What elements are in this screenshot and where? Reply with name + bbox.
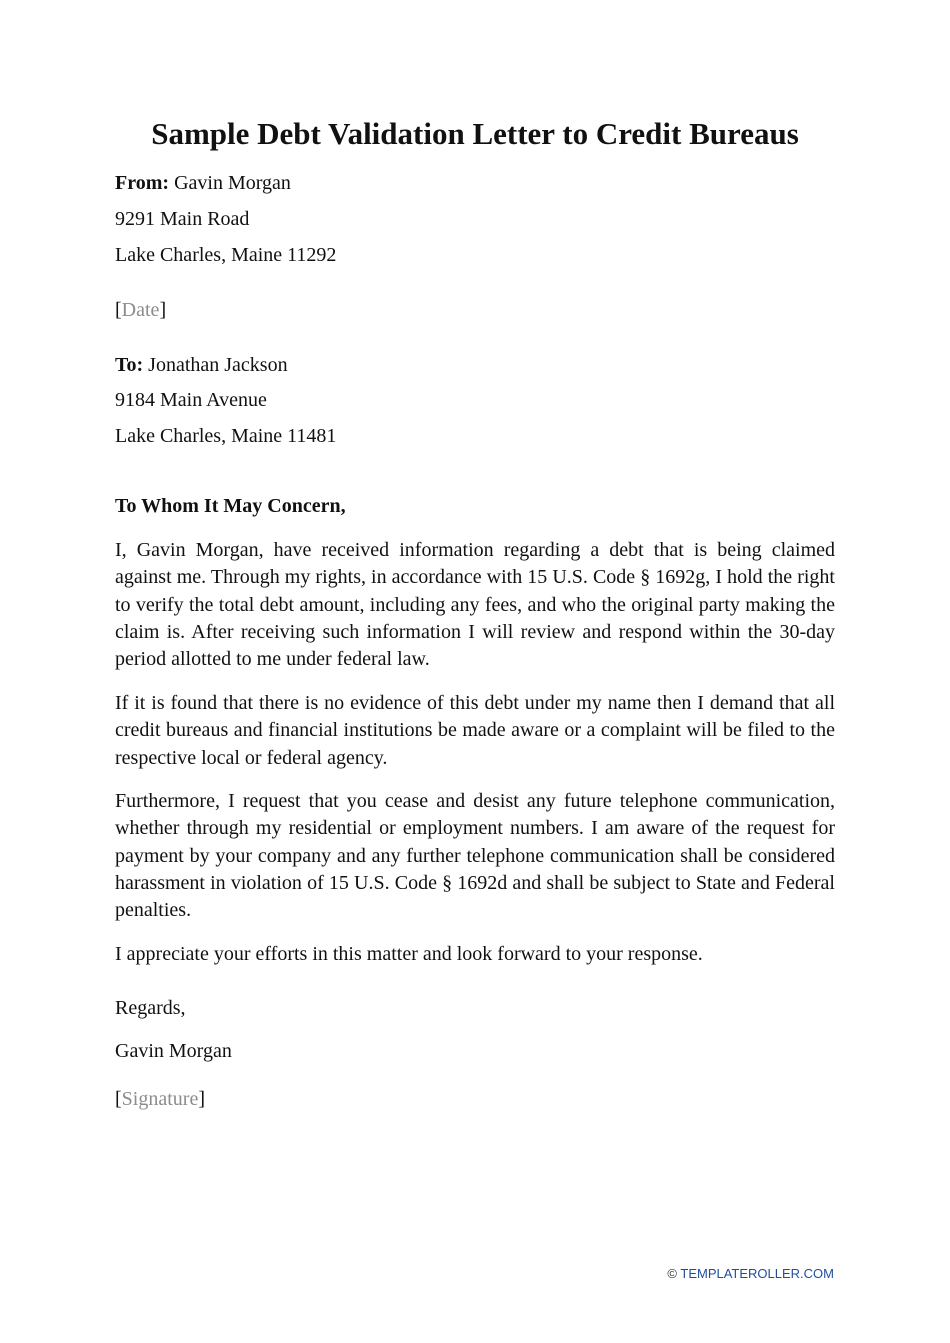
sender-address-line2: Lake Charles, Maine 11292 [115,244,337,266]
body-paragraph-1: I, Gavin Morgan, have received information regarding a debt that is being claimed against me. Through my rights, in accordance with 15 U.S. Code § 1692g, I hold the right to verify the total debt amount, including any fees, and who the original party making the claim is. After receiving such information I will review and respond within the 30-day period allotted to me under federal law. [115,539,835,671]
closing-name: Gavin Morgan [115,1040,232,1062]
recipient-label: To: [115,354,144,376]
salutation: To Whom It May Concern, [115,495,346,517]
date-placeholder: Date [121,299,160,321]
sender-address-line1: 9291 Main Road [115,208,250,230]
sender-name: Gavin Morgan [174,172,291,194]
recipient-address-line1: 9184 Main Avenue [115,389,267,411]
copyright-symbol: © [667,1266,677,1281]
body-paragraph-2: If it is found that there is no evidence of this debt under my name then I demand that all credit bureaus and financial institutions be made aware or a complaint will be filed to the respective local or federal agency. [115,692,835,769]
footer [667,1266,834,1282]
body-paragraph-4: I appreciate your efforts in this matter and look forward to your response. [115,943,703,965]
body-paragraph-3: Furthermore, I request that you cease and desist any future telephone communication, whether through my residential or employment numbers. I am aware of the request for payment by your company and any further telephone communication shall be considered harassment in violation of 15 U.S. Code § 1692d and shall be subject to State and Federal penalties. [115,790,835,922]
recipient-address-line2: Lake Charles, Maine 11481 [115,425,337,447]
recipient-name: Jonathan Jackson [148,354,288,376]
date-field: [Date] [115,299,167,321]
sender-label: From: [115,172,170,194]
page-title: Sample Debt Validation Letter to Credit Bureaus [151,116,799,151]
footer-site-link[interactable]: TEMPLATEROLLER.COM [680,1266,834,1281]
sender-line [115,171,291,195]
closing: Regards, [115,997,186,1019]
signature-field: [Signature] [115,1088,205,1110]
signature-placeholder: Signature [121,1088,199,1110]
recipient-line [115,353,288,377]
